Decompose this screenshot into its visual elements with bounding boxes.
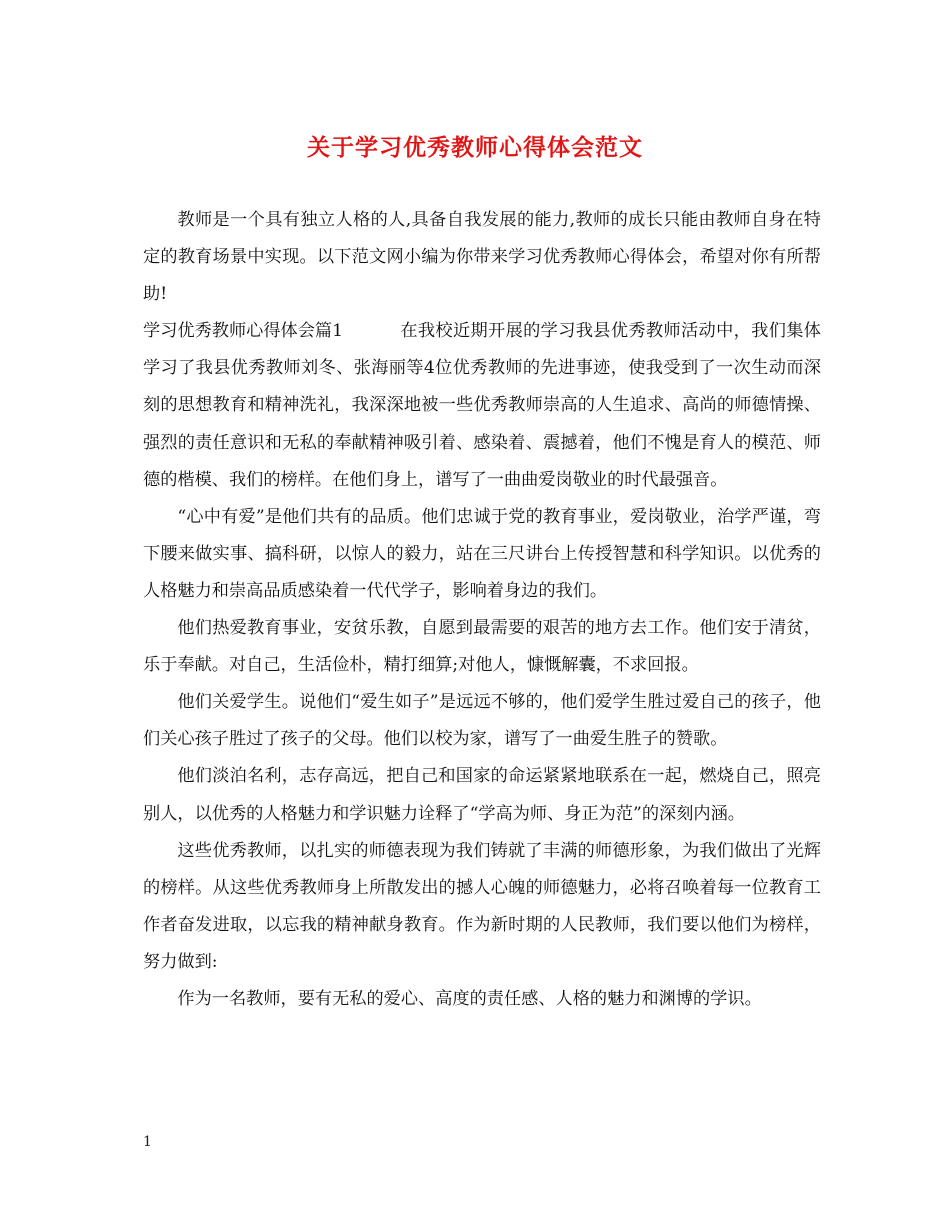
intro-paragraph: 教师是一个具有独立人格的人,具备自我发展的能力,教师的成长只能由教师自身在特定的教育场景中实现。以下范文网小编为你带来学习优秀教师心得体会，希望对你有所帮助! <box>143 210 821 305</box>
paragraph-teacher-qualities: 作为一名教师，要有无私的爱心、高度的责任感、人格的魅力和渊博的学识。 <box>177 988 762 1009</box>
paragraph-indifferent-to-fame: 他们淡泊名利，志存高远，把自己和国家的命运紧紧地联系在一起，燃烧自己，照亮别人，以优秀的人格魅力和学识魅力诠释了“学高为师、身正为范”的深刻内涵。 <box>143 766 821 824</box>
paragraph-role-models: 这些优秀教师，以扎实的师德表现为我们铸就了丰满的师德形象，为我们做出了光辉的榜样。从这些优秀教师身上所散发出的撼人心魄的师德魅力，必将召唤着每一位教育工作者奋发进取，以忘我的精神献身教育。作为新时期的人民教师，我们要以他们为榜样，努力做到: <box>143 840 821 972</box>
section-first-paragraph: 在我校近期开展的学习我县优秀教师活动中，我们集体学习了我县优秀教师刘冬、张海丽等4位优秀教师的先进事迹，使我受到了一次生动而深刻的思想教育和精神洗礼，我深深地被一些优秀教师崇高的人生追求、高尚的师德情操、强烈的责任意识和无私的奉献精神吸引着、感染着、震撼着，他们不愧是育人的模范、师德的楷模、我们的榜样。在他们身上，谱写了一曲曲爱岗敬业的时代最强音。 <box>143 321 821 490</box>
paragraph-love-in-heart: “心中有爱”是他们共有的品质。他们忠诚于党的教育事业，爱岗敬业，治学严谨，弯下腰来做实事、搞科研，以惊人的毅力，站在三尺讲台上传授智慧和科学知识。以优秀的人格魅力和崇高品质感染着一代代学子，影响着身边的我们。 <box>143 506 821 601</box>
paragraph-care-for-students: 他们关爱学生。说他们“爱生如子”是远远不够的，他们爱学生胜过爱自己的孩子，他们关心孩子胜过了孩子的父母。他们以校为家，谱写了一曲爱生胜子的赞歌。 <box>143 692 821 750</box>
document-body <box>143 202 821 1018</box>
section-first-paragraph-block <box>143 313 821 498</box>
page-number: 1 <box>143 1134 152 1150</box>
document-title: 关于学习优秀教师心得体会范文 <box>307 134 643 161</box>
section-heading: 学习优秀教师心得体会篇1 <box>143 321 343 342</box>
paragraph-dedication: 他们热爱教育事业，安贫乐教，自愿到最需要的艰苦的地方去工作。他们安于清贫，乐于奉献。对自己，生活俭朴，精打细算;对他人，慷慨解囊，不求回报。 <box>143 618 821 676</box>
